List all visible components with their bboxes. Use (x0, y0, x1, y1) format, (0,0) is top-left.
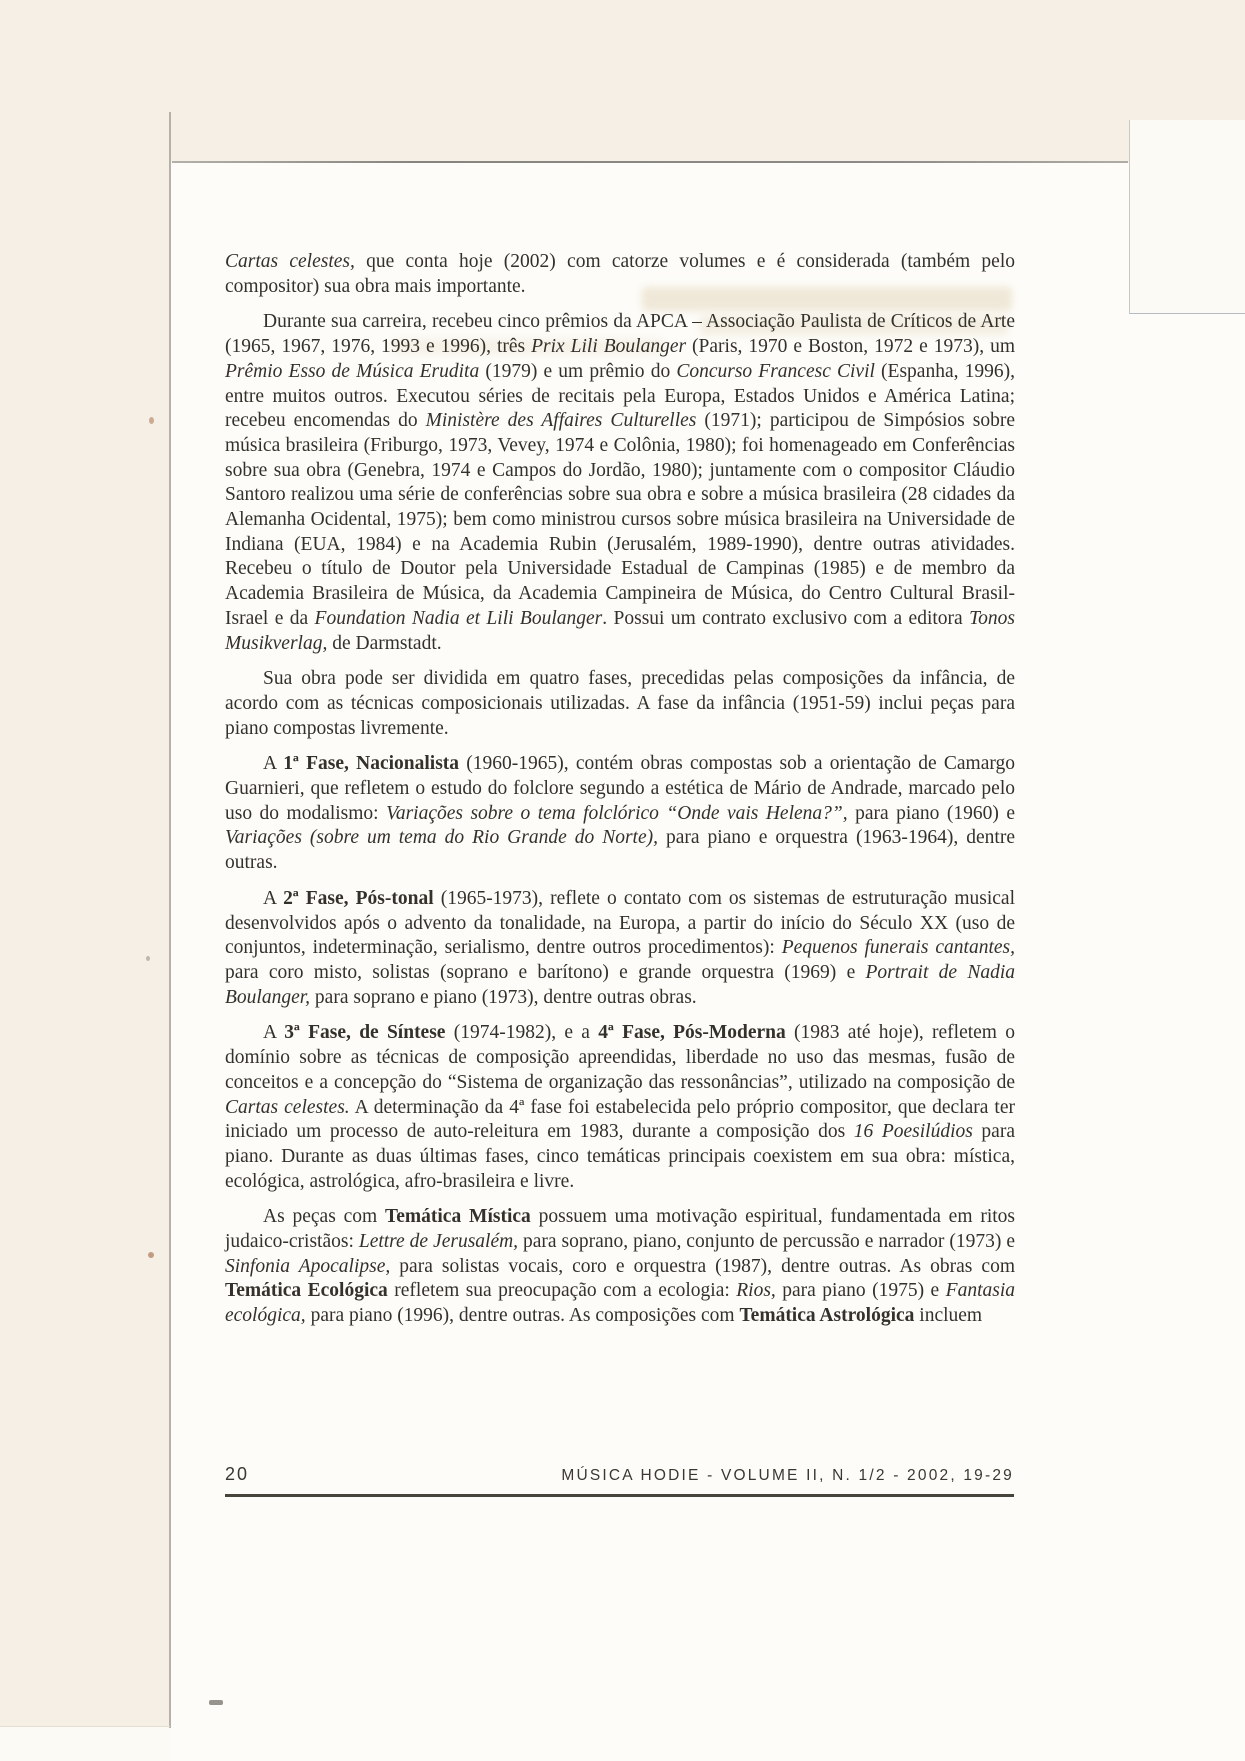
italic-run: Pequenos funerais cantantes, (781, 937, 1015, 959)
paragraph (225, 250, 1015, 299)
italic-run: 16 Poesilúdios (853, 1121, 973, 1143)
text-run: (1974-1982), e a (445, 1022, 599, 1044)
italic-run: Fantasia ecológica, (225, 1280, 1015, 1327)
bold-run: Temática Astrológica (739, 1305, 915, 1327)
text-run: possuem uma motivação espiritual, fundamentada em ritos judaico-cristãos: (225, 1206, 1015, 1253)
italic-run: Variações (sobre um tema do Rio Grande do Norte), (225, 827, 658, 849)
paragraph (225, 752, 1015, 876)
bold-run: 4ª Fase, Pós-Moderna (598, 1022, 786, 1044)
underlying-sheet-corner (1129, 120, 1245, 314)
text-run: para piano e orquestra (1963-1964), dentre outras. (225, 827, 1015, 874)
text-run: (1983 até hoje), refletem o domínio sobre as técnicas de composição apreendidas, liberdade no uso das mesmas, fusão de conceitos e a concepção do “Sistema de organização das ressonâncias”, utilizado na composição de (225, 1022, 1015, 1093)
text-run: A (263, 1022, 285, 1044)
text-run: para solistas vocais, coro e orquestra (1987), dentre outras. As obras com (390, 1255, 1016, 1277)
journal-citation: MÚSICA HODIE - VOLUME II, N. 1/2 - 2002, 19-29 (561, 1467, 1014, 1484)
text-run: (Paris, 1970 e Boston, 1972 e 1973), um (686, 336, 1015, 358)
bold-run: Temática Mística (385, 1206, 531, 1228)
text-run: Sua obra pode ser dividida em quatro fases, precedidas pelas composições da infância, de acordo com as técnicas composicionais utilizadas. A fase da infância (1951-59) inclui peças para piano compostas livremente. (225, 668, 1015, 739)
italic-run: Tonos Musikverlag, (225, 607, 1015, 654)
text-run: (1960-1965), contém obras compostas sob a orientação de Camargo Guarnieri, que refletem o estudo do folclore segundo a estética de Mário de Andrade, marcado pelo uso do modalismo: (225, 753, 1015, 824)
paragraph (225, 887, 1015, 1011)
italic-run: Lettre de Jerusalém, (358, 1231, 519, 1253)
bottom-paper-strip (0, 1727, 170, 1761)
bold-run: 2ª Fase, Pós-tonal (283, 887, 434, 909)
text-run: incluem (914, 1305, 983, 1327)
paragraph (225, 667, 1015, 741)
text-run: que conta hoje (2002) com catorze volumes e é considerada (também pelo compositor) sua obra mais importante. (225, 251, 1016, 297)
text-run: para piano (1960) e (847, 802, 1015, 824)
italic-run: Sinfonia Apocalipse, (225, 1255, 391, 1277)
text-run: para piano (1975) e (775, 1280, 946, 1302)
italic-run: Concurso Francesc Civil (676, 360, 875, 382)
italic-run: Ministère des Affaires Culturelles (425, 410, 697, 432)
page-number: 20 (225, 1464, 250, 1484)
bold-run: 1ª Fase, Nacionalista (283, 753, 460, 775)
paragraph (225, 310, 1015, 656)
text-run: para soprano, piano, conjunto de percussão e narrador (1973) e (518, 1231, 1015, 1253)
italic-run: Prix Lili Boulanger (531, 336, 687, 358)
italic-run: Cartas celestes. (225, 1096, 350, 1118)
text-run: de Darmstadt. (327, 632, 442, 654)
bold-run: 3ª Fase, de Síntese (284, 1022, 446, 1044)
bold-run: Temática Ecológica (225, 1280, 388, 1302)
paper-speck (148, 1252, 154, 1258)
paragraph (225, 1021, 1015, 1194)
page-top-edge-line (172, 161, 1128, 163)
text-run: para piano (1996), dentre outras. As composições com (305, 1305, 740, 1327)
text-run: (Espanha, 1996), entre muitos outros. Executou séries de recitais pela Europa, Estados Unidos e América Latina; recebeu encomendas do (225, 360, 1015, 432)
paper-speck (209, 1700, 223, 1705)
article-paragraphs (225, 250, 1015, 1340)
text-run: (1971); participou de Simpósios sobre música brasileira (Friburgo, 1973, Vevey, 1974 e Colônia, 1980); foi homenageado em Conferências sobre sua obra (Genebra, 1974 e Campos do Jordão, 1980); juntamente com o compositor Cláudio Santoro realizou uma série de conferências sobre sua obra e sobre a música brasileira (28 cidades da Alemanha Ocidental, 1975); bem como ministrou cursos sobre música brasileira na Universidade de Indiana (EUA, 1984) e na Academia Rubin (Jerusalém, 1989-1990), dentre outras atividades. Recebeu o título de Doutor pela Universidade Estadual de Campinas (1985) e de membro da Academia Brasileira de Música, da Academia Campineira de Música, do Centro Cultural Brasil-Israel e da (225, 410, 1015, 629)
paper-speck (149, 417, 154, 424)
page-left-edge-line (169, 112, 171, 1728)
text-run: . Possui um contrato exclusivo com a editora (602, 607, 970, 629)
italic-run: Prêmio Esso de Música Erudita (225, 360, 480, 382)
page-footer (225, 1464, 1014, 1497)
paper-speck (146, 956, 150, 961)
text-run: Durante sua carreira, recebeu cinco prêmios da APCA – Associação Paulista de Críticos de Arte (1965, 1967, 1976, 1993 e 1996), três (225, 311, 1015, 358)
text-run: para coro misto, solistas (soprano e barítono) e grande orquestra (1969) e (225, 961, 866, 983)
text-run: para soprano e piano (1973), dentre outras obras. (310, 986, 697, 1008)
text-run: para piano. Durante as duas últimas fases, cinco temáticas principais coexistem em sua obra: mística, ecológica, astrológica, afro-brasileira e livre. (225, 1121, 1015, 1192)
italic-run: Rios, (736, 1280, 776, 1302)
text-run: A determinação da 4ª fase foi estabelecida pelo próprio compositor, que declara ter iniciado um processo de auto-releitura em 1983, durante a composição dos (225, 1096, 1015, 1143)
text-run: A (263, 887, 284, 909)
italic-run: Cartas celestes, (225, 251, 355, 272)
italic-run: Variações sobre o tema folclórico “Onde vais Helena?”, (386, 802, 848, 824)
text-run: (1965-1973), reflete o contato com os sistemas de estruturação musical desenvolvidos após o advento da tonalidade, na Europa, a partir do início do Século XX (uso de conjuntos, indeterminação, serialismo, dentre outros procedimentos): (225, 887, 1015, 959)
paragraph (225, 1205, 1015, 1329)
text-run: A (263, 753, 284, 775)
text-run: refletem sua preocupação com a ecologia: (387, 1280, 737, 1302)
italic-run: Foundation Nadia et Lili Boulanger (314, 607, 603, 629)
text-run: As peças com (263, 1206, 386, 1228)
page-bottom-edge-line (0, 1726, 170, 1727)
text-run: (1979) e um prêmio do (479, 360, 677, 382)
italic-run: Portrait de Nadia Boulanger, (225, 961, 1016, 1008)
